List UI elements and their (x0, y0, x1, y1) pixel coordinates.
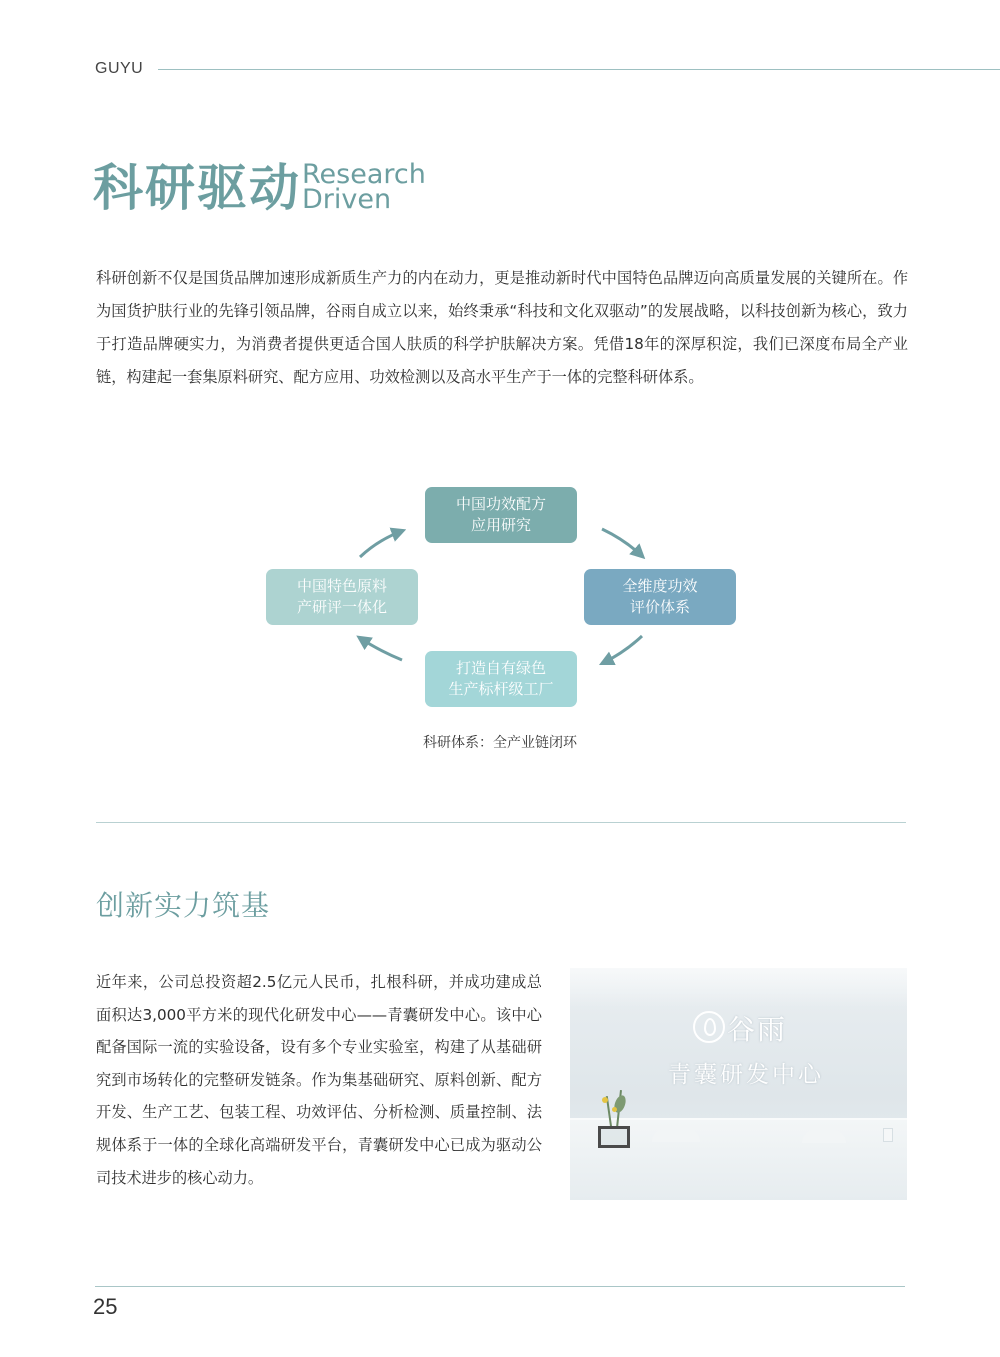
diagram-caption: 科研体系：全产业链闭环 (423, 735, 577, 751)
cycle-node-efficacy-evaluation: 全维度功效 评价体系 (584, 569, 736, 625)
section-title: 创新实力筑基 (96, 889, 271, 922)
cycle-node-green-factory: 打造自有绿色 生产标杆级工厂 (425, 651, 577, 707)
section-paragraph: 近年来，公司总投资超2.5亿元人民币，扎根科研，并成功建成总面积达3,000平方米的现代化研发中心——青囊研发中心。该中心配备国际一流的实验设备，设有多个专业实验室，构建了从基础研究到市场转化的完整研发链条。作为集基础研究、原料创新、配方开发、生产工艺、包装工程、功效评估、分析检测、质量控制、法规体系于一体的全球化高端研发平台，青囊研发中心已成为驱动公司技术进步的核心动力。 (96, 973, 542, 1187)
title-en-line1: Research (302, 159, 426, 190)
page-number: 25 (93, 1294, 118, 1319)
arrow-left-to-top (360, 531, 402, 557)
brand-label: GUYU (95, 60, 144, 77)
brand-logo-icon (693, 1011, 725, 1043)
cycle-node-raw-materials: 中国特色原料 产研评一体化 (266, 569, 418, 625)
title-en-line2: Driven (302, 184, 392, 215)
photo-sign-brand: 谷雨 (727, 1013, 788, 1046)
arrow-right-to-bottom (603, 636, 642, 663)
footer-rule (95, 1286, 905, 1287)
page-title-english (302, 159, 426, 215)
header-rule (158, 69, 1000, 70)
arrow-top-to-right (602, 529, 642, 556)
cycle-node-formula-research: 中国功效配方 应用研究 (425, 487, 577, 543)
intro-paragraph: 科研创新不仅是国货品牌加速形成新质生产力的内在动力，更是推动新时代中国特色品牌迈向高质量发展的关键所在。作为国货护肤行业的先锋引领品牌，谷雨自成立以来，始终秉承“科技和文化双驱动”的发展战略，以科技创新为核心，致力于打造品牌硬实力，为消费者提供更适合国人肤质的科学护肤解决方案。凭借18年的深厚积淀，我们已深度布局全产业链，构建起一套集原料研究、配方应用、功效检测以及高水平生产于一体的完整科研体系。 (96, 269, 908, 386)
arrow-bottom-to-left (360, 638, 402, 660)
photo-sign-subtitle: 青囊研发中心 (668, 1062, 824, 1088)
section-divider (96, 822, 906, 823)
rd-center-photo (570, 968, 907, 1200)
page-title: 科研驱动 (93, 159, 301, 217)
flower-vase (598, 1126, 630, 1148)
